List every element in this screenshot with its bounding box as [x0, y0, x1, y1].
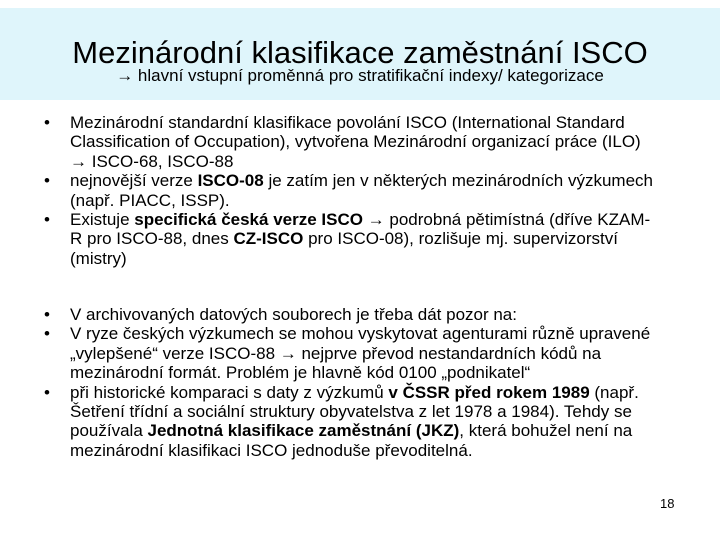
- bullet-item: [0, 383, 720, 461]
- bullet-list-main: [0, 113, 720, 268]
- bold-text: v ČSSR před rokem 1989: [388, 382, 590, 402]
- page-number: 18: [660, 496, 675, 511]
- slide-title: Mezinárodní klasifikace zaměstnání ISCO: [72, 34, 648, 70]
- text-run: je zatím jen v některých mezinárodních výzkumech (např. PIACC, ISSP).: [70, 171, 653, 210]
- bullet-marker: •: [44, 382, 50, 402]
- bullet-item: [0, 113, 720, 171]
- bold-text: Jednotná klasifikace zaměstnání (JKZ): [147, 421, 460, 441]
- text-run: (např. Šetření třídní a sociální struktury obyvatelstva z let 1978 a 1984). Tehdy se používala: [70, 382, 639, 441]
- bold-text: ISCO-08: [197, 171, 264, 191]
- bullet-marker: •: [44, 324, 50, 344]
- bullet-marker: •: [44, 113, 50, 132]
- bold-text: CZ-ISCO: [233, 229, 304, 249]
- text-run: V ryze českých výzkumech se mohou vyskytovat agenturami různě upravené „vylepšené“ verze ISCO-88 → nejprve převod nestandardních kódů na mezinárodní formát. Problém je hlavně kód 0100 „podnikatel“: [70, 324, 651, 383]
- bullet-item: [0, 171, 720, 210]
- text-run: Mezinárodní standardní klasifikace povolání ISCO (International Standard Classification of Occupation), vytvořena Mezinárodní organizací práce (ILO) → ISCO-68, ISCO-88: [70, 113, 641, 171]
- bullet-item: [0, 210, 720, 268]
- text-run: pro ISCO-08), rozlišuje mj. supervizorství (mistry): [70, 229, 618, 268]
- text-run: , která bohužel není na mezinárodní klasifikaci ISCO jednoduše převoditelná.: [70, 421, 633, 460]
- text-run: nejnovější verze: [70, 171, 198, 191]
- text-run: → podrobná pětimístná (dříve KZAM-R pro ISCO-88, dnes: [70, 210, 651, 249]
- slide-subtitle: → hlavní vstupní proměnná pro stratifikační indexy/ kategorizace: [116, 66, 604, 85]
- text-run: Existuje: [70, 210, 135, 230]
- bullet-marker: •: [44, 210, 50, 230]
- text-run: při historické komparaci s daty z výzkumů: [70, 382, 389, 402]
- bullet-marker: •: [44, 171, 50, 191]
- bullet-marker: •: [44, 305, 50, 324]
- bullet-item: [0, 305, 720, 324]
- text-run: V archivovaných datových souborech je třeba dát pozor na:: [70, 305, 517, 324]
- bold-text: specifická česká verze ISCO: [134, 210, 363, 230]
- bullet-list-archive: [0, 305, 720, 460]
- bullet-item: [0, 324, 720, 382]
